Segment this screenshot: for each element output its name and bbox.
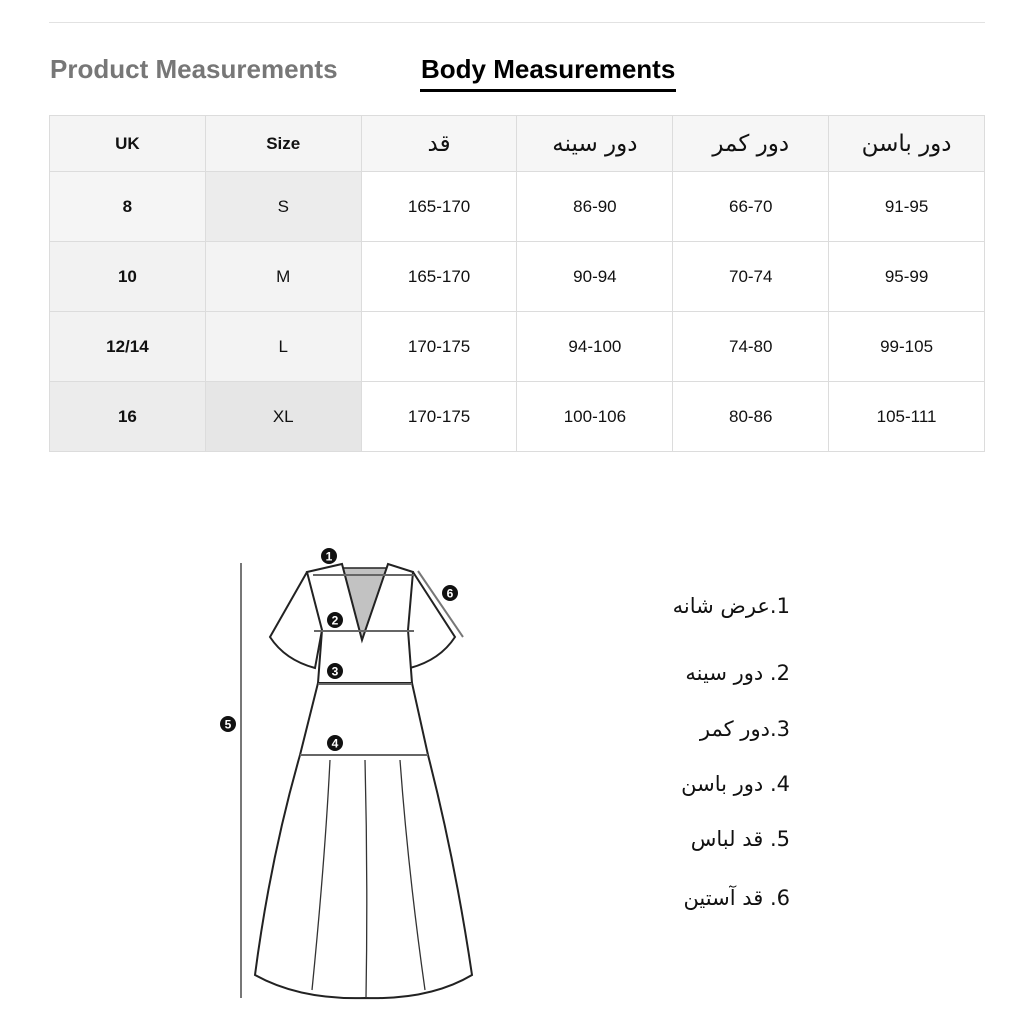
- cell-height: 170-175: [361, 312, 517, 382]
- header-chest: دور سینه: [517, 116, 673, 172]
- cell-size: S: [205, 172, 361, 242]
- legend-item: 3.دور کمر: [699, 717, 790, 741]
- svg-text:1: 1: [325, 549, 333, 564]
- table-header-row: [50, 116, 985, 172]
- tab-body-measurements[interactable]: [421, 54, 675, 85]
- cell-chest: 90-94: [517, 242, 673, 312]
- cell-waist: 74-80: [673, 312, 829, 382]
- cell-hip: 95-99: [829, 242, 985, 312]
- header-size: Size: [205, 116, 361, 172]
- cell-height: 165-170: [361, 242, 517, 312]
- tab-product-measurements[interactable]: Product Measurements: [50, 54, 338, 84]
- cell-waist: 80-86: [673, 382, 829, 452]
- table-row: [50, 382, 985, 452]
- marker-4: [327, 735, 343, 751]
- cell-hip: 105-111: [829, 382, 985, 452]
- active-tab-underline: [420, 89, 676, 92]
- size-chart-table: [49, 115, 985, 452]
- header-waist: دور کمر: [673, 116, 829, 172]
- cell-height: 170-175: [361, 382, 517, 452]
- cell-chest: 100-106: [517, 382, 673, 452]
- svg-text:6: 6: [446, 586, 454, 601]
- legend-item: 5. قد لباس: [690, 827, 790, 851]
- cell-hip: 99-105: [829, 312, 985, 382]
- dress-measurement-diagram: [200, 540, 500, 1010]
- cell-height: 165-170: [361, 172, 517, 242]
- dress-skirt: [255, 683, 472, 998]
- marker-5: [220, 716, 236, 732]
- marker-1: [321, 548, 337, 564]
- header-hip: دور باسن: [829, 116, 985, 172]
- cell-waist: 66-70: [673, 172, 829, 242]
- svg-text:4: 4: [331, 736, 339, 751]
- svg-text:5: 5: [224, 717, 232, 732]
- cell-size: M: [205, 242, 361, 312]
- header-height: قد: [361, 116, 517, 172]
- legend-item: 4. دور باسن: [681, 772, 790, 796]
- table-row: [50, 172, 985, 242]
- cell-uk: 16: [50, 382, 206, 452]
- legend-item: 1.عرض شانه: [672, 594, 790, 618]
- table-row: [50, 242, 985, 312]
- cell-hip: 91-95: [829, 172, 985, 242]
- top-divider: [49, 22, 985, 23]
- cell-size: XL: [205, 382, 361, 452]
- cell-uk: 12/14: [50, 312, 206, 382]
- tab-body-measurements-label: Body Measurements: [421, 54, 676, 84]
- cell-chest: 94-100: [517, 312, 673, 382]
- cell-size: L: [205, 312, 361, 382]
- cell-uk: 8: [50, 172, 206, 242]
- cell-chest: 86-90: [517, 172, 673, 242]
- table-row: [50, 312, 985, 382]
- marker-3: [327, 663, 343, 679]
- cell-waist: 70-74: [673, 242, 829, 312]
- cell-uk: 10: [50, 242, 206, 312]
- marker-2: [327, 612, 343, 628]
- legend-item: 2. دور سینه: [685, 661, 790, 685]
- legend-item: 6. قد آستین: [683, 886, 790, 910]
- header-uk: UK: [50, 116, 206, 172]
- svg-text:3: 3: [331, 664, 339, 679]
- svg-text:2: 2: [331, 613, 339, 628]
- marker-6: [442, 585, 458, 601]
